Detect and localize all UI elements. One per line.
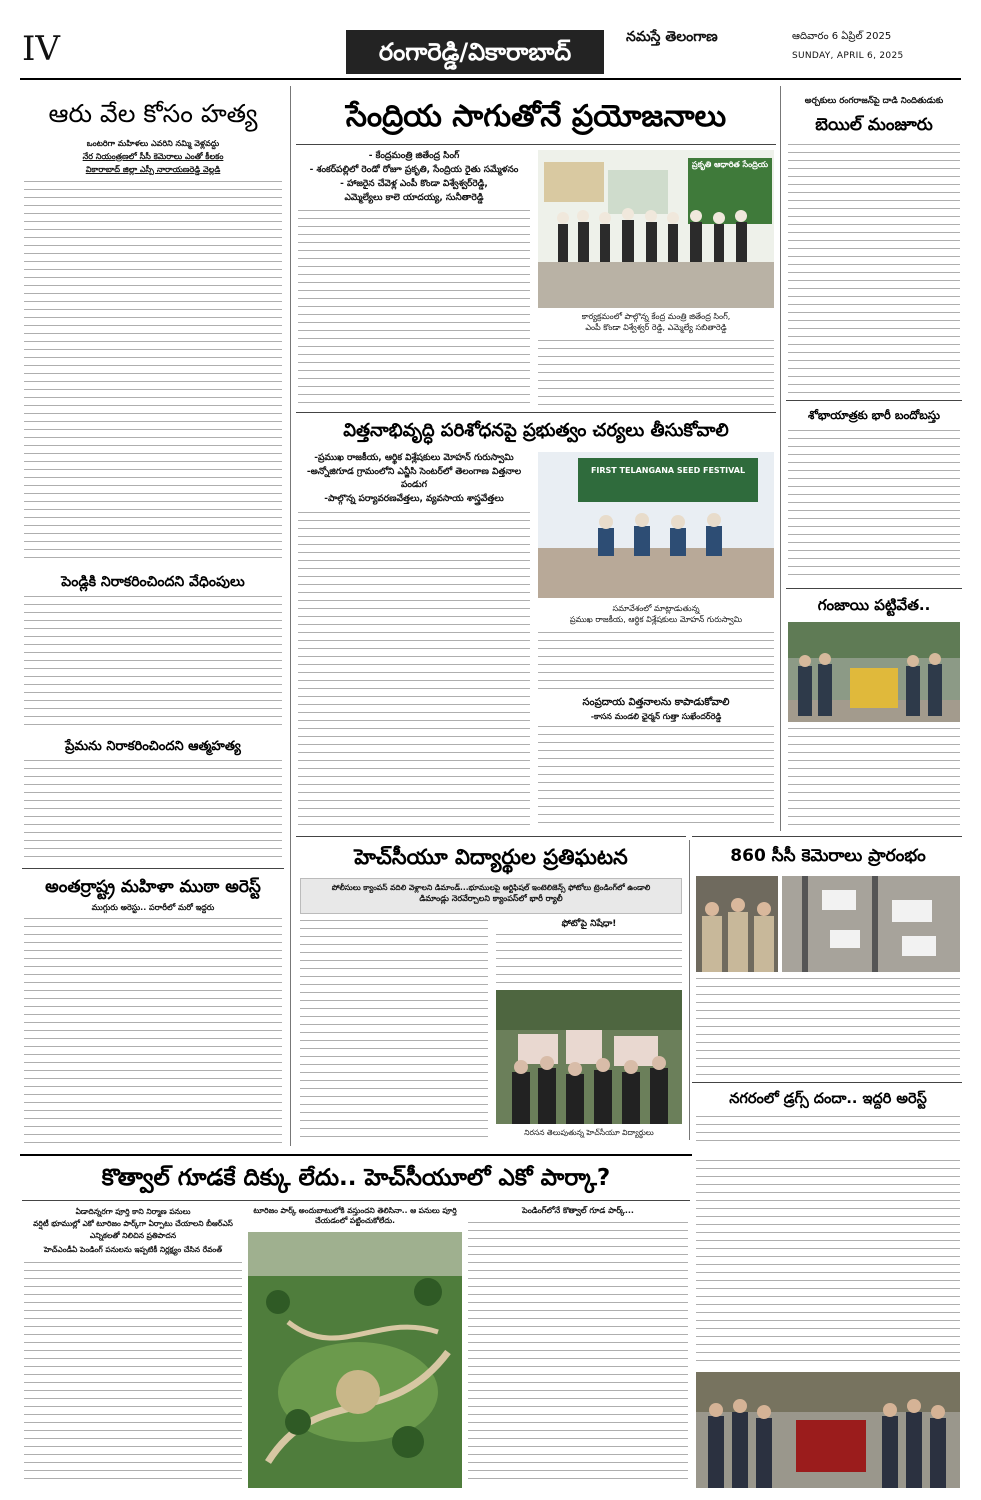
lead-subhead: - శంకర్‌పల్లిలో రెండో రోజూ ప్రకృతి, సేంద్రియ రైతు సమ్మేళనం [309,165,519,175]
bottom-subhead: హెచ్‌ఎండీఏ పెండింగ్ పనులను ఇప్పటికీ నిర్లక్ష్యం చేసిన రేవంత్ [43,1245,223,1254]
officials-illustration [696,876,778,972]
police-group-illustration [788,622,960,722]
divider [692,1082,962,1083]
article-subhead: ముగ్గురు అరెస్టు.. పరారీలో మరో ఇద్దరు [91,903,215,912]
article-body [696,1160,960,1365]
photo-tag: ఫోటోపై నిషేధా! [561,919,617,929]
article-body [538,340,774,405]
col-rule-right [780,86,781,831]
second-subhead: -ప్రముఖ రాజకీయ, ఆర్థిక విశ్లేషకులు మోహన్ గురుస్వామి [314,453,514,463]
second-subhead: -అన్నోజిగూడ గ్రామంలోని ఎన్జీసి సెంటర్‌లో తెలంగాణ విత్తనాల పండుగ [306,467,522,490]
page-number: IV [22,29,60,69]
divider [296,144,776,145]
divider [786,400,962,401]
divider [296,412,776,413]
camera-pole-illustration [782,876,960,972]
article-title-bail: బెయిల్ మంజూరు [815,115,933,135]
article-title-cameras: 860 సీసీ కెమెరాలు ప్రారంభం [730,846,926,866]
photo-caption: నిరసన తెలుపుతున్న హెచ్‌సీయూ విద్యార్థులు [524,1128,654,1137]
date-telugu: ఆదివారం 6 ఏప్రిల్ 2025 [792,31,892,42]
photo-caption: సమావేశంలో మాట్లాడుతున్న [612,604,700,613]
banner-text: FIRST TELANGANA SEED FESTIVAL [590,466,746,475]
article-title-suicide: ప్రేమను నిరాకరించిందని ఆత్మహత్య [65,739,241,754]
article-body [538,632,774,690]
divider [20,1154,692,1156]
lead-subhead: ఎమ్మెల్యేలు కాలె యాదయ్య, సునీతారెడ్డి [344,193,484,203]
divider [692,836,962,837]
photo-caption: ఎంపీ కొండా విశ్వేశ్వర్ రెడ్డి, ఎమ్మెల్యే సబితారెడ్డి [585,323,727,332]
article-subhead: నేర నియంత్రణలో సీసీ కెమెరాలు ఎంతో కీలకం [82,152,224,161]
article-body [496,934,682,984]
photo-seed-festival [538,452,774,598]
stage-photo-illustration [538,150,774,308]
photo-hcu-protest [496,990,682,1124]
divider [22,868,284,869]
article-body [24,760,282,860]
inline-subhead: -కాసన మండలి ఛైర్మన్ గుత్తా సుఖేందర్‌రెడ్డి [590,712,722,721]
article-body [24,181,282,565]
photo-cameras-right [782,876,960,972]
bottom-kicker: టూరిజం పార్క్ అందుబాటులోకి వస్తుందని తెలిసినా.. ఆ పనులు పూర్తి చేయడంలో పట్టించుకోలేదు. [253,1206,457,1225]
hcu-headline: హెచ్‌సీయూ విద్యార్థుల ప్రతిఘటన [354,845,628,869]
hcu-subhead-box [300,878,682,914]
article-body [24,596,282,731]
article-subhead: వికారాబాద్ జిల్లా ఎస్పీ నారాయణరెడ్డి వెల్లడి [85,165,221,174]
lead-subhead: - హాజరైన చేవెళ్ల ఎంపీ కొండా విశ్వేశ్వర్‌రెడ్డి, [340,179,488,189]
article-title-ganja: గంజాయి పట్టివేత.. [817,596,931,614]
eco-park-aerial-illustration [248,1232,462,1488]
bottom-subhead: ఏడాదిన్నరగా పూర్తి కాని నిర్మాణ పనులు [75,1207,191,1216]
article-body [300,920,488,1142]
photo-eco-park [248,1232,462,1488]
article-body [468,1222,688,1486]
article-body [696,978,960,1076]
article-body [24,918,282,1150]
article-title-murder: ఆరు వేల కోసం హత్య [48,99,258,128]
photo-cameras-left [696,876,778,972]
banner-text: ప్రకృతి ఆధారిత సేంద్రియ [691,160,769,169]
article-title-security: శోభాయాత్రకు భారీ బందోబస్తు [808,408,940,422]
bottom-kicker: పెండింగ్‌లోనే కొత్వాల్ గూడ పార్క్... [522,1206,634,1215]
photo-drugs-arrest [696,1372,960,1488]
article-body [788,144,960,394]
date-english: SUNDAY, APRIL 6, 2025 [792,51,904,61]
masthead-rule [20,78,961,80]
article-body [298,512,530,830]
bottom-subhead: ఎన్నికలతో నిలిచిన ప్రతిపాదన [89,1231,177,1240]
section-banner [346,30,604,74]
divider [296,836,686,837]
photo-event-stage [538,150,774,308]
article-body [788,430,960,582]
inline-subhead: సంప్రదాయ విత్తనాలను కాపాడుకోవాలి [582,697,730,708]
photo-ganja-seizure [788,622,960,722]
arrest-illustration [696,1372,960,1488]
article-kicker: అర్చకులు రంగరాజన్‌పై దాడి నిందితుడుకు [804,96,944,106]
article-body [788,728,960,830]
article-title-marriage: పెండ్లికి నిరాకరించిందని వేధింపులు [61,574,245,590]
article-body [538,726,774,830]
section-name: రంగారెడ్డి/వికారాబాద్ [378,38,572,66]
article-body [298,210,530,405]
photo-caption: ప్రముఖ రాజకీయ, ఆర్థిక విశ్లేషకులు మోహన్ గురుస్వామి [569,615,743,624]
paper-name: నమస్తే తెలంగాణ [626,29,718,45]
article-subhead: ఒంటరిగా మహిళలు ఎవరిని నమ్మి వెళ్లవద్దు [86,139,220,148]
col-rule-left [290,86,291,1146]
divider [786,588,962,589]
second-subhead: -పాల్గొన్న పర్యావరణవేత్తలు, వ్యవసాయ శాస్త్రవేత్తలు [324,494,504,504]
bottom-headline: కొత్వాల్ గూడకే దిక్కు లేదు.. హెచ్‌సీయూలో ఎకో పార్కా? [101,1165,611,1191]
article-body [696,1116,960,1144]
hcu-subhead: పోలీసులు క్యాంపస్ వదిలి వెళ్లాలని డిమాండ్...భూములపై ఆర్టిఫిషల్ ఇంటెలిజెన్స్ ఫోటోలు ట్రెండింగ్‌లో ఉండాలి [331,883,651,892]
bottom-subhead: వర్షిటీ భూముల్లో ఎకో టూరిజం పార్క్‌గా ఏర్పాటు చేయాలని బీఆర్ఎస్ [33,1219,233,1228]
second-headline: విత్తనాభివృద్ధి పరిశోధనపై ప్రభుత్వం చర్యలు తీసుకోవాలి [343,420,729,441]
photo-caption: కార్యక్రమంలో పాల్గొన్న కేంద్ర మంత్రి జితేంద్ర సింగ్, [581,312,731,321]
article-body [24,1262,242,1486]
hcu-subhead: డిమాండ్లు నెరవేర్చాలని క్యాంపస్‌లో భారీ ర్యాలీ [419,894,563,903]
divider [22,1200,690,1201]
col-rule [689,840,690,1140]
article-title-gang-arrest: అంతర్రాష్ట్ర మహిళా ముఠా అరెస్ట్ [45,877,261,897]
lead-headline: సేంద్రియ సాగుతోనే ప్రయోజనాలు [345,99,727,134]
article-title-drugs: నగరంలో డ్రగ్స్ దందా.. ఇద్దరి అరెస్ట్ [729,1091,927,1107]
lead-subhead: - కేంద్రమంత్రి జితేంద్ర సింగ్ [368,151,460,161]
protest-illustration [496,990,682,1124]
